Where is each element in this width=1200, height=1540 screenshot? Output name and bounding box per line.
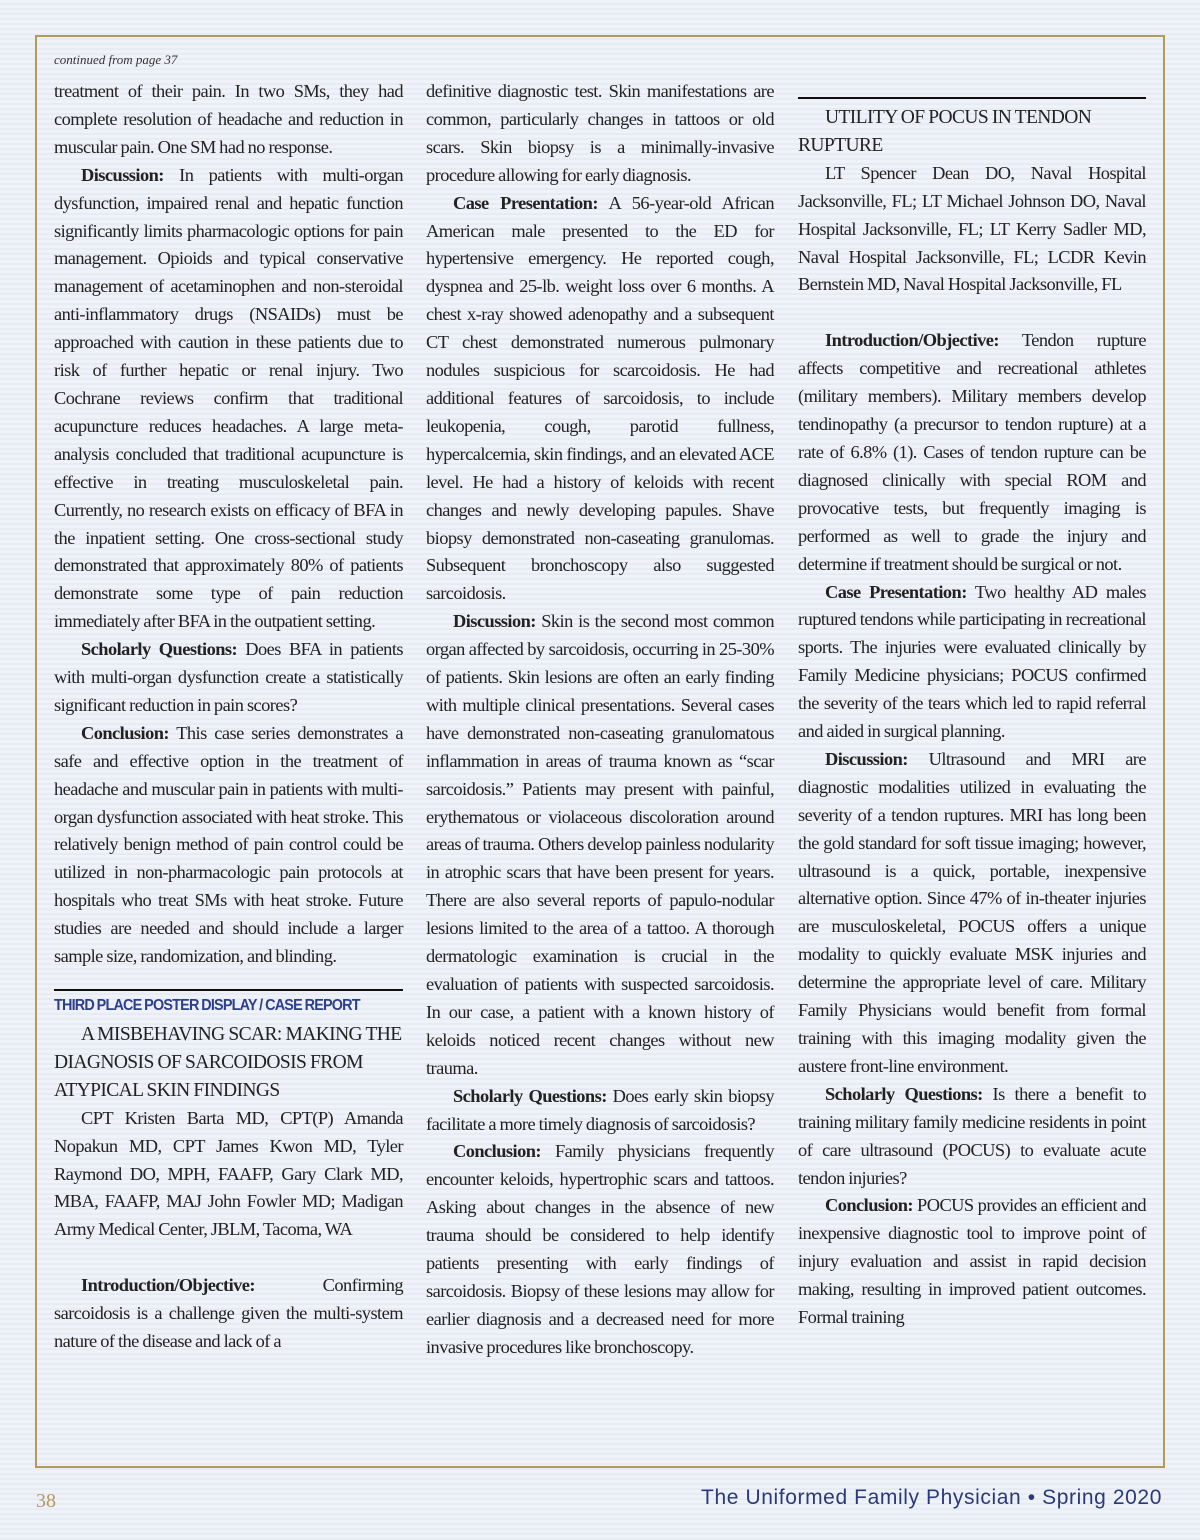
paragraph-scholarly-questions [426, 1083, 774, 1139]
paragraph-introduction [798, 327, 1146, 578]
intro-label: Introduction/Objective: [825, 330, 999, 351]
article-title: A MISBEHAVING SCAR: MAKING THE DIAGNOSIS OF SARCOIDOSIS FROM ATYPICAL SKIN FINDINGS [54, 1024, 402, 1101]
intro-label: Introduction/Objective: [81, 1275, 255, 1296]
section-label: THIRD PLACE POSTER DISPLAY / CASE REPORT [54, 997, 360, 1014]
case-label: Case Presentation: [453, 192, 598, 213]
conclusion-text: Family physicians frequently encounter keloids, hypertrophic scars and tattoos. Asking about changes in the absence of new trauma should be considered to help identify patients presenting with early findings of sarcoidosis. Biopsy of these lesions may allow for earlier diagnosis and a decreased need for more invasive procedures like bronchoscopy. [426, 1141, 774, 1357]
article-authors: LT Spencer Dean DO, Naval Hospital Jacksonville, FL; LT Michael Johnson DO, Naval Hospital Jacksonville, FL; LT Kerry Sadler MD, Naval Hospital Jacksonville, FL; LCDR Kevin Bernstein MD, Naval Hospital Jacksonville, FL [798, 162, 1146, 295]
paragraph-discussion [426, 608, 774, 1082]
case-text: A 56-year-old African American male presented to the ED for hypertensive emergency. He reported cough, dyspnea and 25-lb. weight loss over 6 months. A chest x-ray showed adenopathy and a subsequent CT chest demonstrated numerous pulmonary nodules suspicious for scarcoidosis. He had additional features of sarcoidosis, to include leukopenia, cough, parotid fullness, hypercalcemia, skin findings, and an elevated ACE level. He had a history of keloids with recent changes and newly developing papules. Shave biopsy demonstrated non-caseating granulomas. Subsequent bronchoscopy also suggested sarcoidosis. [426, 192, 774, 604]
paragraph-continued: definitive diagnostic test. Skin manifestations are common, particularly changes in tattoos or old scars. Skin biopsy is a minimally-invasive procedure allowing for early diagnosis. [426, 81, 774, 185]
questions-text: Does BFA in patients with multi-organ dysfunction create a statistically significant reduction in pain scores? [54, 639, 403, 715]
paragraph-conclusion [426, 1138, 774, 1361]
paragraph-case-presentation [426, 190, 774, 609]
column-3 [798, 78, 1146, 1332]
discussion-label: Discussion: [453, 611, 536, 632]
discussion-label: Discussion: [81, 164, 164, 185]
discussion-text: Skin is the second most common organ affected by sarcoidosis, occurring in 25-30% of patients. Skin lesions are often an early finding with multiple clinical presentations. Several cases have demonstrated non-caseating granulomatous inflammation in areas of trauma known as “scar sarcoidosis.” Patients may present with painful, erythematous or violaceous discoloration around areas of trauma. Others develop painless nodularity in atrophic scars that have been present for years. There are also several reports of papulo-nodular lesions limited to the area of a tattoo. A thorough dermatologic examination is crucial in the evaluation of patients with suspected sarcoidosis. In our case, a patient with a known history of keloids noticed recent changes without new trauma. [426, 611, 774, 1078]
article-title: UTILITY OF POCUS IN TENDON RUPTURE [798, 107, 1092, 156]
paragraph-conclusion [54, 720, 403, 971]
conclusion-label: Conclusion: [825, 1195, 913, 1216]
case-text: Two healthy AD males ruptured tendons while participating in recreational sports. The injuries were evaluated clinically by Family Medicine physicians; POCUS confirmed the severity of the tears which led to rapid referral and aided in surgical planning. [798, 581, 1146, 742]
article-authors: CPT Kristen Barta MD, CPT(P) Amanda Nopakun MD, CPT James Kwon MD, Tyler Raymond DO, MPH, FAAFP, Gary Clark MD, MBA, FAAFP, MAJ John Fowler MD; Madigan Army Medical Center, JBLM, Tacoma, WA [54, 1107, 403, 1240]
intro-text: Confirming sarcoidosis is a challenge given the multi-system nature of the disease and lack of a [54, 1275, 403, 1352]
case-label: Case Presentation: [825, 581, 967, 602]
publication-footer: The Uniformed Family Physician • Spring 2020 [701, 1486, 1162, 1509]
questions-label: Scholarly Questions: [81, 639, 238, 660]
discussion-text: Ultrasound and MRI are diagnostic modalities utilized in evaluating the severity of a tendon ruptures. MRI has long been the gold standard for soft tissue imaging; however, ultrasound is a quick, portable, inexpensive alternative option. Since 47% of in-theater injuries are musculoskeletal, POCUS offers a unique modality to quickly evaluate MSK injuries and determine the appropriate level of care. Military Family Physicians would benefit from formal training with this imaging modality given the austere front-line environment. [798, 748, 1146, 1076]
questions-text: Does early skin biopsy facilitate a more timely diagnosis of sarcoidosis? [426, 1085, 774, 1134]
discussion-label: Discussion: [825, 748, 908, 769]
paragraph-conclusion [798, 1192, 1146, 1332]
conclusion-label: Conclusion: [81, 722, 169, 743]
intro-text: Tendon rupture affects competitive and recreational athletes (military members). Military members develop tendinopathy (a precursor to tendon rupture) at a rate of 6.8% (1). Cases of tendon rupture can be diagnosed clinically with special ROM and provocative tests, but frequently imaging is performed as well to grade the injury and determine if treatment should be surgical or not. [798, 330, 1146, 574]
conclusion-text: This case series demonstrates a safe and effective option in the treatment of headache and muscular pain in patients with multi-organ dysfunction associated with heat stroke. This relatively benign method of pain control could be utilized in non-pharmacologic pain protocols at hospitals who treat SMs with heat stroke. Future studies are needed and should include a larger sample size, randomization, and blinding. [54, 722, 403, 967]
paragraph-scholarly-questions [54, 636, 403, 720]
questions-label: Scholarly Questions: [453, 1085, 607, 1106]
paragraph-case-presentation [798, 579, 1146, 746]
conclusion-label: Conclusion: [453, 1141, 541, 1162]
questions-label: Scholarly Questions: [825, 1083, 983, 1104]
paragraph-introduction [54, 1272, 403, 1356]
discussion-text: In patients with multi-organ dysfunction, impaired renal and hepatic function significantly limits pharmacologic options for pain management. Opioids and typical conservative management of acetaminophen and non-steroidal anti-inflammatory drugs (NSAIDs) must be approached with caution in these patients due to risk of further hepatic or renal injury. Two Cochrane reviews confirm that traditional acupuncture reduces headaches. A large meta-analysis concluded that traditional acupuncture is effective in treating musculoskeletal pain. Currently, no research exists on efficacy of BFA in the inpatient setting. One cross-sectional study demonstrated that approximately 80% of patients demonstrate some type of pain reduction immediately after BFA in the outpatient setting. [54, 164, 403, 632]
paragraph-scholarly-questions [798, 1081, 1146, 1193]
column-1 [54, 78, 403, 1356]
page-number: 38 [36, 1490, 56, 1512]
paragraph-discussion [54, 162, 403, 636]
paragraph-discussion [798, 746, 1146, 1081]
paragraph-continued: treatment of their pain. In two SMs, they had complete resolution of headache and reduction in muscular pain. One SM had no response. [54, 81, 403, 157]
questions-text: Is there a benefit to training military family medicine residents in point of care ultrasound (POCUS) to evaluate acute tendon injuries? [798, 1083, 1147, 1188]
conclusion-text: POCUS provides an efficient and inexpensive diagnostic tool to improve point of injury evaluation and assist in rapid decision making, resulting in improved patient outcomes. Formal training [798, 1195, 1146, 1328]
column-2 [426, 78, 774, 1362]
continued-note: continued from page 37 [54, 52, 178, 67]
